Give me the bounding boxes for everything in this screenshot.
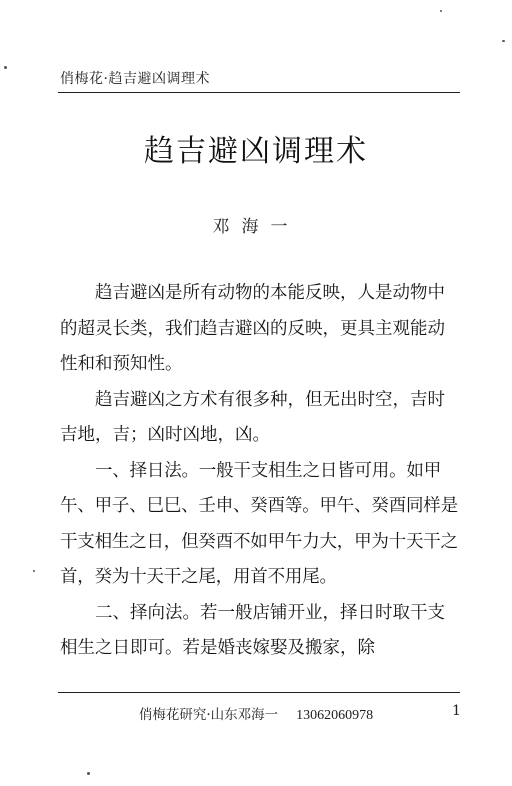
paragraph-date-selection: 一、择日法。一般干支相生之日皆可用。如甲午、甲子、巳巳、壬申、癸酉等。甲午、癸酉同样是干支相生之日，但癸酉不如甲午力大，甲为十天干之首，癸为十天干之尾，用首不用尾。 [60, 460, 458, 587]
scan-speck [33, 570, 35, 572]
running-header: 俏梅花·趋吉避凶调理术 [60, 71, 210, 87]
paragraph-intro: 趋吉避凶是所有动物的本能反映，人是动物中的超灵长类，我们趋吉避凶的反映，更具主观能动性和和预知性。 [60, 283, 445, 374]
footer-rule [58, 692, 460, 693]
paragraph-methods: 趋吉避凶之方术有很多种，但无出时空，吉时吉地，吉；凶时凶地，凶。 [60, 389, 445, 445]
article-author: 邓海一 [212, 217, 300, 237]
paragraph-direction-selection: 二、择向法。若一般店铺开业，择日时取干支相生之日即可。若是婚丧嫁娶及搬家，除 [60, 602, 445, 658]
article-title: 趋吉避凶调理术 [144, 134, 368, 169]
footer-phone: 13062060978 [296, 708, 374, 723]
article-body [60, 276, 460, 667]
scan-speck [502, 40, 505, 42]
scan-speck [4, 66, 7, 69]
footer-publisher: 俏梅花研究·山东邓海一 [138, 707, 279, 723]
scan-speck [87, 772, 90, 775]
page-number: 1 [452, 703, 461, 719]
scan-speck [440, 10, 442, 12]
header-rule [58, 92, 460, 93]
page-footer [0, 703, 512, 724]
